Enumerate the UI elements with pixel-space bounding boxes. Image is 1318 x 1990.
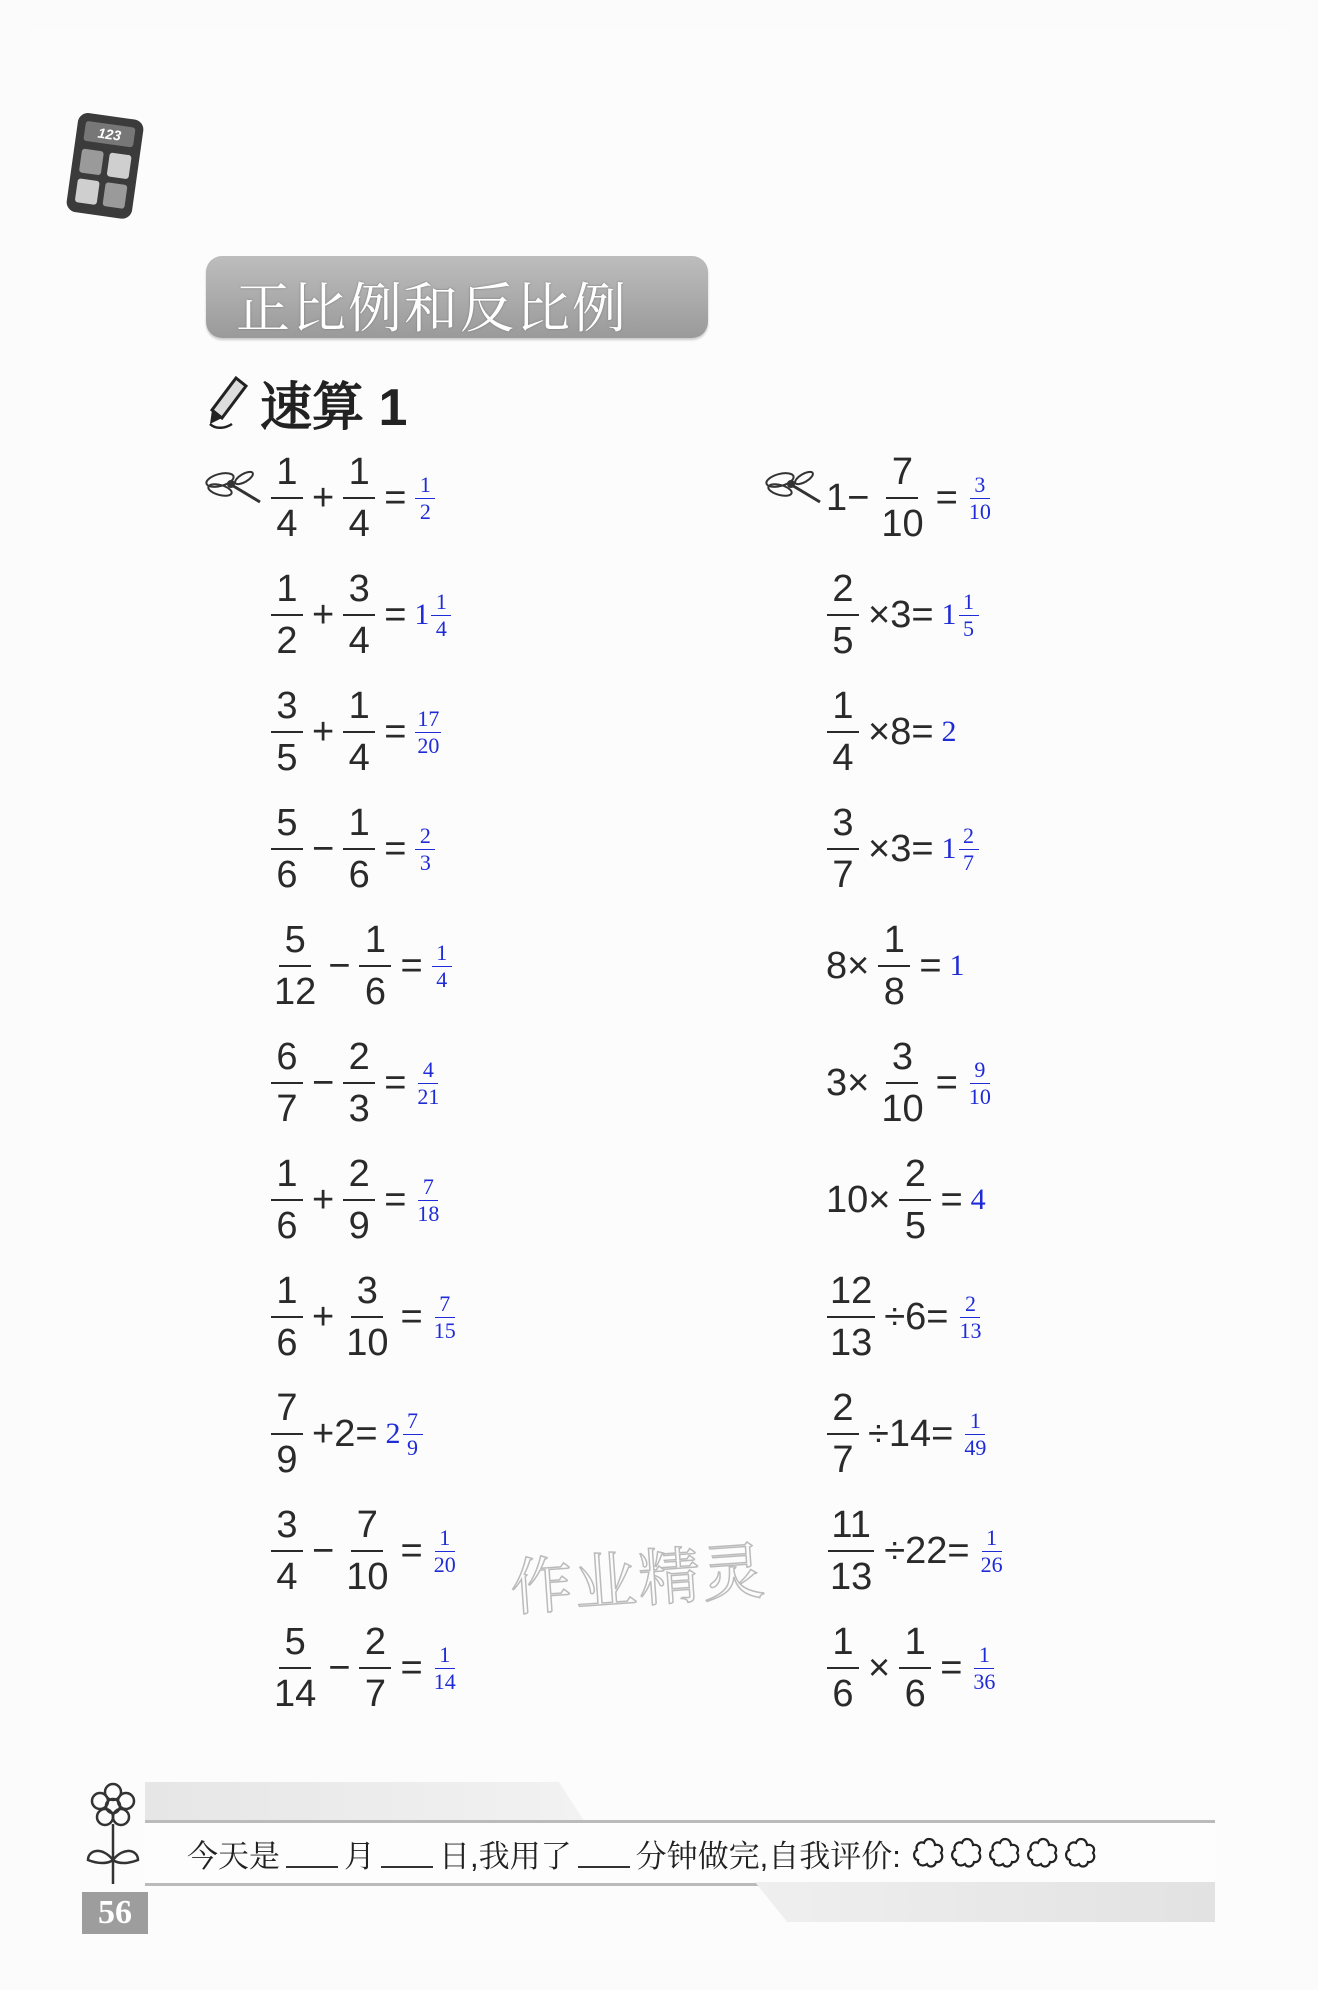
answer-numerator: 2 — [415, 825, 435, 850]
answer-fraction — [432, 1641, 458, 1694]
fraction — [343, 1272, 391, 1362]
answer-numerator: 9 — [970, 1059, 990, 1084]
denominator: 10 — [346, 1322, 389, 1364]
answer-numerator: 1 — [435, 1644, 455, 1669]
rating-star-icon[interactable] — [1063, 1836, 1099, 1870]
numerator: 1 — [343, 804, 375, 850]
fraction — [878, 453, 926, 543]
answer-whole: 2 — [941, 715, 957, 748]
problem-row — [822, 1152, 987, 1248]
answer-numerator: 1 — [959, 591, 979, 616]
operator: = — [384, 827, 407, 870]
fraction — [827, 687, 859, 777]
rating-stars — [911, 1836, 1101, 1870]
answer-whole: 1 — [941, 832, 957, 865]
numerator: 1 — [271, 1155, 303, 1201]
operator: + — [312, 476, 335, 519]
numerator: 5 — [279, 921, 311, 967]
chapter-title: 正比例和反比例 — [236, 279, 628, 339]
rating-star-icon[interactable] — [987, 1836, 1023, 1870]
operator: = — [384, 593, 407, 636]
answer-fraction — [432, 1524, 458, 1577]
fraction — [271, 1155, 303, 1245]
fraction — [343, 1506, 391, 1596]
month-blank[interactable] — [286, 1838, 338, 1868]
handwritten-answer — [961, 1407, 989, 1460]
operator: = — [400, 944, 423, 987]
answer-fraction — [979, 1524, 1005, 1577]
operator: = — [940, 1178, 963, 1221]
handwritten-answer — [950, 949, 966, 983]
calculator-icon — [61, 107, 151, 225]
fraction — [343, 453, 375, 543]
operator: = — [400, 1295, 423, 1338]
denominator: 10 — [346, 1556, 389, 1598]
answer-fraction — [967, 1056, 993, 1109]
fraction — [359, 921, 391, 1011]
problem-row — [822, 684, 958, 780]
watermark: 作业精灵 — [508, 1537, 769, 1624]
problem-row — [266, 1152, 442, 1248]
operator: ×8= — [868, 710, 934, 753]
answer-denominator: 9 — [407, 1434, 419, 1460]
numerator: 1 — [271, 570, 303, 616]
denominator: 6 — [276, 854, 298, 896]
denominator: 7 — [276, 1088, 298, 1130]
handwritten-answer — [414, 1056, 442, 1109]
denominator: 7 — [832, 1439, 854, 1481]
fraction — [827, 570, 859, 660]
fraction — [878, 921, 910, 1011]
answer-fraction — [415, 471, 435, 524]
handwritten-answer — [971, 1183, 987, 1217]
handwritten-answer — [414, 822, 436, 875]
operator: + — [312, 710, 335, 753]
fraction — [827, 1389, 859, 1479]
operator: = — [935, 476, 958, 519]
numerator: 7 — [351, 1506, 383, 1552]
operator: 1− — [826, 476, 870, 519]
fraction — [359, 1623, 391, 1713]
problem-row — [822, 801, 980, 897]
answer-denominator: 10 — [968, 498, 991, 524]
numerator: 7 — [886, 453, 918, 499]
fraction — [271, 1623, 319, 1713]
dragonfly-icon — [204, 468, 264, 516]
operator: − — [312, 1061, 335, 1104]
footer-month-label: 月 — [344, 1838, 375, 1874]
chapter-title-bar — [206, 256, 708, 338]
numerator: 3 — [271, 687, 303, 733]
footer-day-label: 日,我用了 — [439, 1838, 572, 1874]
operator: 8× — [826, 944, 870, 987]
denominator: 4 — [348, 620, 370, 662]
problem-row — [822, 567, 980, 663]
denominator: 8 — [883, 971, 905, 1013]
answer-whole: 2 — [385, 1417, 401, 1450]
operator: + — [312, 593, 335, 636]
fraction — [899, 1155, 931, 1245]
denominator: 9 — [348, 1205, 370, 1247]
answer-fraction — [432, 1290, 458, 1343]
answer-denominator: 15 — [433, 1317, 456, 1343]
numerator: 1 — [827, 687, 859, 733]
denominator: 12 — [274, 971, 317, 1013]
handwritten-answer — [431, 1641, 459, 1694]
fraction — [878, 1038, 926, 1128]
handwritten-answer — [414, 588, 452, 641]
answer-denominator: 20 — [433, 1551, 456, 1577]
answer-denominator: 4 — [435, 615, 447, 641]
operator: 3× — [826, 1061, 870, 1104]
answer-numerator: 2 — [960, 1293, 980, 1318]
problem-row — [266, 918, 453, 1014]
problem-row — [822, 1503, 1006, 1599]
numerator: 2 — [343, 1038, 375, 1084]
numerator: 2 — [827, 570, 859, 616]
answer-fraction — [971, 1641, 997, 1694]
handwritten-answer — [966, 1056, 994, 1109]
problem-row — [266, 684, 442, 780]
handwritten-answer — [414, 705, 442, 758]
page-number: 56 — [82, 1892, 148, 1934]
operator: = — [940, 1646, 963, 1689]
fraction — [271, 1506, 303, 1596]
denominator: 13 — [830, 1556, 873, 1598]
numerator: 1 — [827, 1623, 859, 1669]
rating-star-icon[interactable] — [911, 1836, 947, 1870]
footer-minutes-label: 分钟做完,自我评价: — [635, 1838, 901, 1874]
answer-denominator: 4 — [436, 966, 448, 992]
answer-numerator: 4 — [418, 1059, 438, 1084]
denominator: 4 — [348, 503, 370, 545]
numerator: 1 — [271, 453, 303, 499]
operator: − — [328, 944, 351, 987]
denominator: 4 — [832, 737, 854, 779]
numerator: 5 — [271, 804, 303, 850]
fraction — [343, 570, 375, 660]
answer-fraction — [967, 471, 993, 524]
handwritten-answer — [414, 1173, 442, 1226]
problem-row — [822, 1269, 984, 1365]
dragonfly-icon — [764, 468, 824, 516]
operator: = — [400, 1529, 423, 1572]
handwritten-answer — [431, 939, 453, 992]
answer-fraction — [432, 939, 452, 992]
answer-numerator: 1 — [432, 942, 452, 967]
answer-denominator: 49 — [964, 1434, 987, 1460]
answer-numerator: 17 — [417, 705, 440, 731]
flower-icon — [80, 1780, 146, 1890]
answer-denominator: 3 — [419, 849, 431, 875]
problem-row — [266, 450, 436, 546]
denominator: 7 — [832, 854, 854, 896]
problem-row — [266, 1386, 424, 1482]
operator: ÷22= — [884, 1529, 970, 1572]
answer-denominator: 20 — [417, 732, 440, 758]
fraction — [343, 804, 375, 894]
answer-numerator: 7 — [403, 1410, 423, 1435]
denominator: 5 — [832, 620, 854, 662]
answer-fraction — [957, 1290, 983, 1343]
fraction — [827, 804, 859, 894]
problem-row — [266, 1503, 459, 1599]
answer-fraction — [962, 1407, 988, 1460]
numerator: 11 — [828, 1506, 873, 1552]
fraction — [271, 687, 303, 777]
problem-row — [822, 918, 966, 1014]
denominator: 9 — [276, 1439, 298, 1481]
denominator: 6 — [832, 1673, 854, 1715]
numerator: 3 — [351, 1272, 383, 1318]
footer-today-label: 今天是 — [187, 1838, 280, 1874]
numerator: 1 — [878, 921, 910, 967]
answer-fraction — [403, 1407, 423, 1460]
svg-text:123: 123 — [96, 124, 123, 144]
handwritten-answer — [942, 715, 958, 749]
answer-numerator: 1 — [415, 474, 435, 499]
operator: × — [868, 1646, 891, 1689]
footer-bar — [145, 1820, 1215, 1886]
denominator: 5 — [904, 1205, 927, 1247]
answer-fraction — [959, 588, 979, 641]
operator: − — [312, 1529, 335, 1572]
answer-whole: 1 — [949, 949, 965, 982]
denominator: 6 — [348, 854, 370, 896]
denominator: 5 — [276, 737, 298, 779]
answer-numerator: 7 — [418, 1176, 438, 1201]
numerator: 1 — [271, 1272, 303, 1318]
answer-fraction — [415, 705, 441, 758]
fraction — [271, 921, 319, 1011]
denominator: 6 — [276, 1322, 298, 1364]
denominator: 14 — [274, 1673, 317, 1715]
numerator: 1 — [359, 921, 391, 967]
operator: ×3= — [868, 593, 934, 636]
answer-denominator: 14 — [433, 1668, 456, 1694]
answer-numerator: 7 — [435, 1293, 455, 1318]
fraction — [271, 570, 303, 660]
answer-fraction — [431, 588, 451, 641]
answer-denominator: 18 — [417, 1200, 440, 1226]
minutes-blank[interactable] — [578, 1838, 630, 1868]
problem-row — [266, 801, 436, 897]
operator: ÷6= — [884, 1295, 949, 1338]
denominator: 7 — [364, 1673, 387, 1715]
handwritten-answer — [966, 471, 994, 524]
operator: ÷14= — [868, 1412, 954, 1455]
operator: ×3= — [868, 827, 934, 870]
rating-star-icon[interactable] — [1025, 1836, 1061, 1870]
operator: = — [400, 1646, 423, 1689]
answer-numerator: 1 — [974, 1644, 994, 1669]
answer-numerator: 1 — [982, 1527, 1002, 1552]
denominator: 10 — [881, 503, 924, 545]
answer-denominator: 2 — [419, 498, 431, 524]
problem-row — [822, 450, 994, 546]
fraction — [899, 1623, 931, 1713]
handwritten-answer — [970, 1641, 998, 1694]
fraction — [271, 1038, 303, 1128]
problem-row — [822, 1386, 989, 1482]
answer-numerator: 3 — [970, 474, 990, 499]
operator: + — [312, 1295, 335, 1338]
operator: = — [384, 1178, 407, 1221]
rating-star-icon[interactable] — [949, 1836, 985, 1870]
problem-row — [266, 1269, 459, 1365]
denominator: 4 — [276, 503, 298, 545]
answer-whole: 1 — [414, 598, 430, 631]
handwritten-answer — [414, 471, 436, 524]
answer-denominator: 10 — [968, 1083, 991, 1109]
denominator: 4 — [276, 1556, 298, 1598]
answer-denominator: 21 — [417, 1083, 440, 1109]
footer-decor-bottom — [755, 1882, 1215, 1922]
numerator: 2 — [827, 1389, 859, 1435]
answer-denominator: 13 — [959, 1317, 982, 1343]
numerator: 5 — [279, 1623, 311, 1669]
operator: = — [935, 1061, 958, 1104]
answer-denominator: 7 — [963, 849, 975, 875]
section-heading — [202, 366, 407, 438]
problem-row — [266, 1620, 459, 1716]
fraction — [827, 1623, 859, 1713]
numerator: 6 — [271, 1038, 303, 1084]
problem-row — [822, 1035, 994, 1131]
answer-numerator: 1 — [431, 591, 451, 616]
fraction — [343, 687, 375, 777]
fraction — [271, 453, 303, 543]
handwritten-answer — [431, 1290, 459, 1343]
answer-fraction — [415, 1173, 441, 1226]
operator: = — [384, 476, 407, 519]
problem-row — [822, 1620, 998, 1716]
handwritten-answer — [956, 1290, 984, 1343]
numerator: 1 — [343, 453, 375, 499]
fraction — [827, 1506, 875, 1596]
numerator: 3 — [886, 1038, 918, 1084]
operator: − — [328, 1646, 351, 1689]
numerator: 1 — [899, 1623, 931, 1669]
denominator: 6 — [276, 1205, 298, 1247]
answer-whole: 1 — [941, 598, 957, 631]
denominator: 4 — [348, 737, 370, 779]
denominator: 3 — [348, 1088, 370, 1130]
fraction — [343, 1038, 375, 1128]
handwritten-answer — [941, 588, 980, 641]
operator: = — [384, 710, 407, 753]
denominator: 6 — [904, 1673, 926, 1715]
numerator: 12 — [827, 1272, 875, 1318]
numerator: 2 — [359, 1623, 391, 1669]
answer-numerator: 1 — [965, 1410, 985, 1435]
operator: + — [312, 1178, 335, 1221]
denominator: 13 — [830, 1322, 873, 1364]
denominator: 2 — [276, 620, 298, 662]
day-blank[interactable] — [381, 1838, 433, 1868]
handwritten-answer — [431, 1524, 459, 1577]
numerator: 3 — [827, 804, 859, 850]
operator: = — [919, 944, 942, 987]
denominator: 10 — [881, 1088, 924, 1130]
answer-fraction — [415, 822, 435, 875]
numerator: 3 — [271, 1506, 303, 1552]
answer-denominator: 26 — [980, 1551, 1003, 1577]
handwritten-answer — [941, 822, 980, 875]
numerator: 1 — [343, 687, 375, 733]
section-title: 速算 1 — [260, 378, 408, 437]
problem-row — [266, 1035, 442, 1131]
fraction — [271, 1272, 303, 1362]
operator: = — [384, 1061, 407, 1104]
fraction — [271, 1389, 303, 1479]
answer-fraction — [415, 1056, 441, 1109]
numerator: 3 — [343, 570, 375, 616]
answer-fraction — [959, 822, 979, 875]
operator: +2= — [312, 1412, 378, 1455]
pencil-icon — [202, 372, 254, 432]
operator: 10× — [826, 1178, 891, 1221]
answer-numerator: 2 — [959, 825, 979, 850]
answer-numerator: 1 — [435, 1527, 455, 1552]
operator: − — [312, 827, 335, 870]
fraction — [271, 804, 303, 894]
answer-denominator: 5 — [963, 615, 975, 641]
problem-row — [266, 567, 452, 663]
denominator: 6 — [364, 971, 387, 1013]
fraction — [827, 1272, 875, 1362]
answer-denominator: 36 — [973, 1668, 996, 1694]
fraction — [343, 1155, 375, 1245]
handwritten-answer — [978, 1524, 1006, 1577]
handwritten-answer — [385, 1407, 424, 1460]
numerator: 2 — [899, 1155, 931, 1201]
numerator: 7 — [271, 1389, 303, 1435]
answer-whole: 4 — [970, 1183, 986, 1216]
numerator: 2 — [343, 1155, 375, 1201]
